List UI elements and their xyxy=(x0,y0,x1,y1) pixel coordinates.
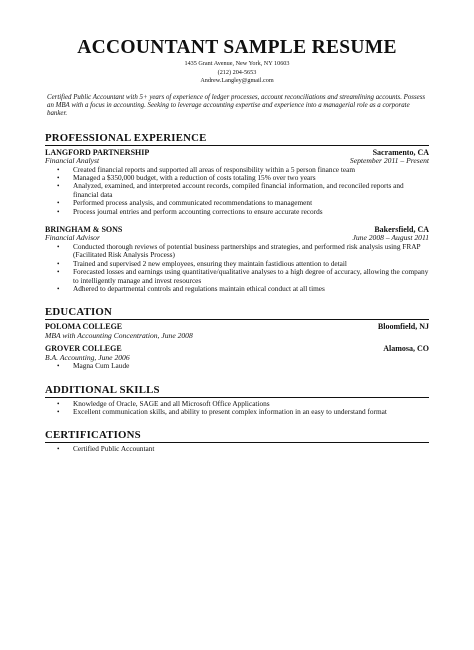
job-bullets xyxy=(45,243,429,293)
list-item: • Managed a $350,000 budget, with a reduction of costs totaling 15% over two years xyxy=(57,172,316,182)
job-dates: June 2008 – August 2011 xyxy=(352,233,429,243)
school-entry xyxy=(45,344,429,370)
bullet-icon: • xyxy=(57,284,60,293)
skills-section xyxy=(45,384,429,417)
list-item: • Adhered to departmental controls and regulations maintain ethical conduct at all times xyxy=(57,283,325,293)
job-org: LANGFORD PARTNERSHIP xyxy=(45,147,150,157)
resume-title: ACCOUNTANT SAMPLE RESUME xyxy=(77,37,397,58)
job-role: Financial Advisor xyxy=(45,233,100,243)
degree-line: B.A. Accounting, June 2006 xyxy=(45,352,130,362)
school-name: GROVER COLLEGE xyxy=(45,344,122,354)
bullet-icon: • xyxy=(57,207,60,216)
bullet-icon: • xyxy=(57,399,60,408)
experience-heading: PROFESSIONAL EXPERIENCE xyxy=(45,132,429,146)
certifications-bullets xyxy=(45,445,429,453)
school-location: Bloomfield, NJ xyxy=(377,322,429,332)
resume-page xyxy=(0,37,474,650)
job-dates: September 2011 – Present xyxy=(349,155,429,165)
job-bullets xyxy=(45,166,429,216)
list-item: • Created financial reports and supported all areas of responsibility within a 5 person finance team xyxy=(57,164,356,174)
job-role: Financial Analyst xyxy=(45,155,100,165)
list-item: • Certified Public Accountant xyxy=(57,444,155,454)
school-name: POLOMA COLLEGE xyxy=(45,322,123,332)
job-entry xyxy=(45,225,429,293)
list-item: • Performed process analysis, and communicated recommendations to management xyxy=(57,198,313,208)
school-bullets xyxy=(45,362,429,370)
job-location: Bakersfield, CA xyxy=(374,225,429,234)
list-item: • Excellent communication skills, and ability to present complex information in an easy to understand format xyxy=(57,406,387,416)
skills-bullets xyxy=(45,400,429,417)
bullet-icon: • xyxy=(57,259,60,268)
bullet-icon: • xyxy=(57,242,60,251)
list-item: • Conducted thorough reviews of potential business partnerships and strategies, and performed risk analysis using FRAP (Facilitated Risk Analysis Process) xyxy=(57,241,421,260)
bullet-icon: • xyxy=(57,362,60,371)
list-item: • Analyzed, examined, and interpreted account records, compiled financial information, and reconciled reports and financial data xyxy=(57,181,404,199)
bullet-icon: • xyxy=(57,268,60,277)
contact-address: 1435 Grant Avenue, New York, NY 10603 xyxy=(184,60,290,67)
contact-email: Andrew.Langley@gmail.com xyxy=(200,77,274,85)
list-item: • Knowledge of Oracle, SAGE and all Microsoft Office Applications xyxy=(57,398,270,408)
bullet-icon: • xyxy=(57,199,60,208)
skills-heading: ADDITIONAL SKILLS xyxy=(45,384,429,398)
school-entry xyxy=(45,322,429,340)
bullet-icon: • xyxy=(57,173,60,182)
bullet-icon: • xyxy=(57,165,60,174)
summary-paragraph: Certified Public Accountant with 5+ years of experience of ledger processes, account reconciliations and streamlining accounts. Possess an MBA with a focus in accounting. Seeking to leverage accounting expertise and experience into a managerial role as a corporate banker. xyxy=(47,93,426,118)
list-item: • Magna Cum Laude xyxy=(57,361,130,371)
job-org: BRINGHAM & SONS xyxy=(45,225,123,234)
certifications-heading: CERTIFICATIONS xyxy=(45,429,429,443)
job-entry xyxy=(45,148,429,216)
list-item: • Trained and supervised 2 new employees, ensuring they maintain fastidious attention to detail xyxy=(57,258,347,268)
degree-line: MBA with Accounting Concentration, June 2008 xyxy=(45,330,193,340)
list-item: • Process journal entries and perform accounting corrections to ensure accurate records xyxy=(57,206,323,216)
school-location: Alamosa, CO xyxy=(383,344,429,354)
certifications-section xyxy=(45,429,429,453)
experience-section xyxy=(45,132,429,294)
bullet-icon: • xyxy=(57,407,60,416)
contact-block xyxy=(45,60,429,86)
education-heading: EDUCATION xyxy=(45,306,429,320)
contact-phone: (212) 204-5653 xyxy=(217,68,257,76)
job-location: Sacramento, CA xyxy=(372,147,429,157)
education-section xyxy=(45,306,429,370)
list-item: • Forecasted losses and earnings using quantitative/qualitative analyses to a high degree of accuracy, allowing the company to intelligently manage and invest resources xyxy=(57,267,429,285)
bullet-icon: • xyxy=(57,182,60,191)
bullet-icon: • xyxy=(57,445,60,454)
